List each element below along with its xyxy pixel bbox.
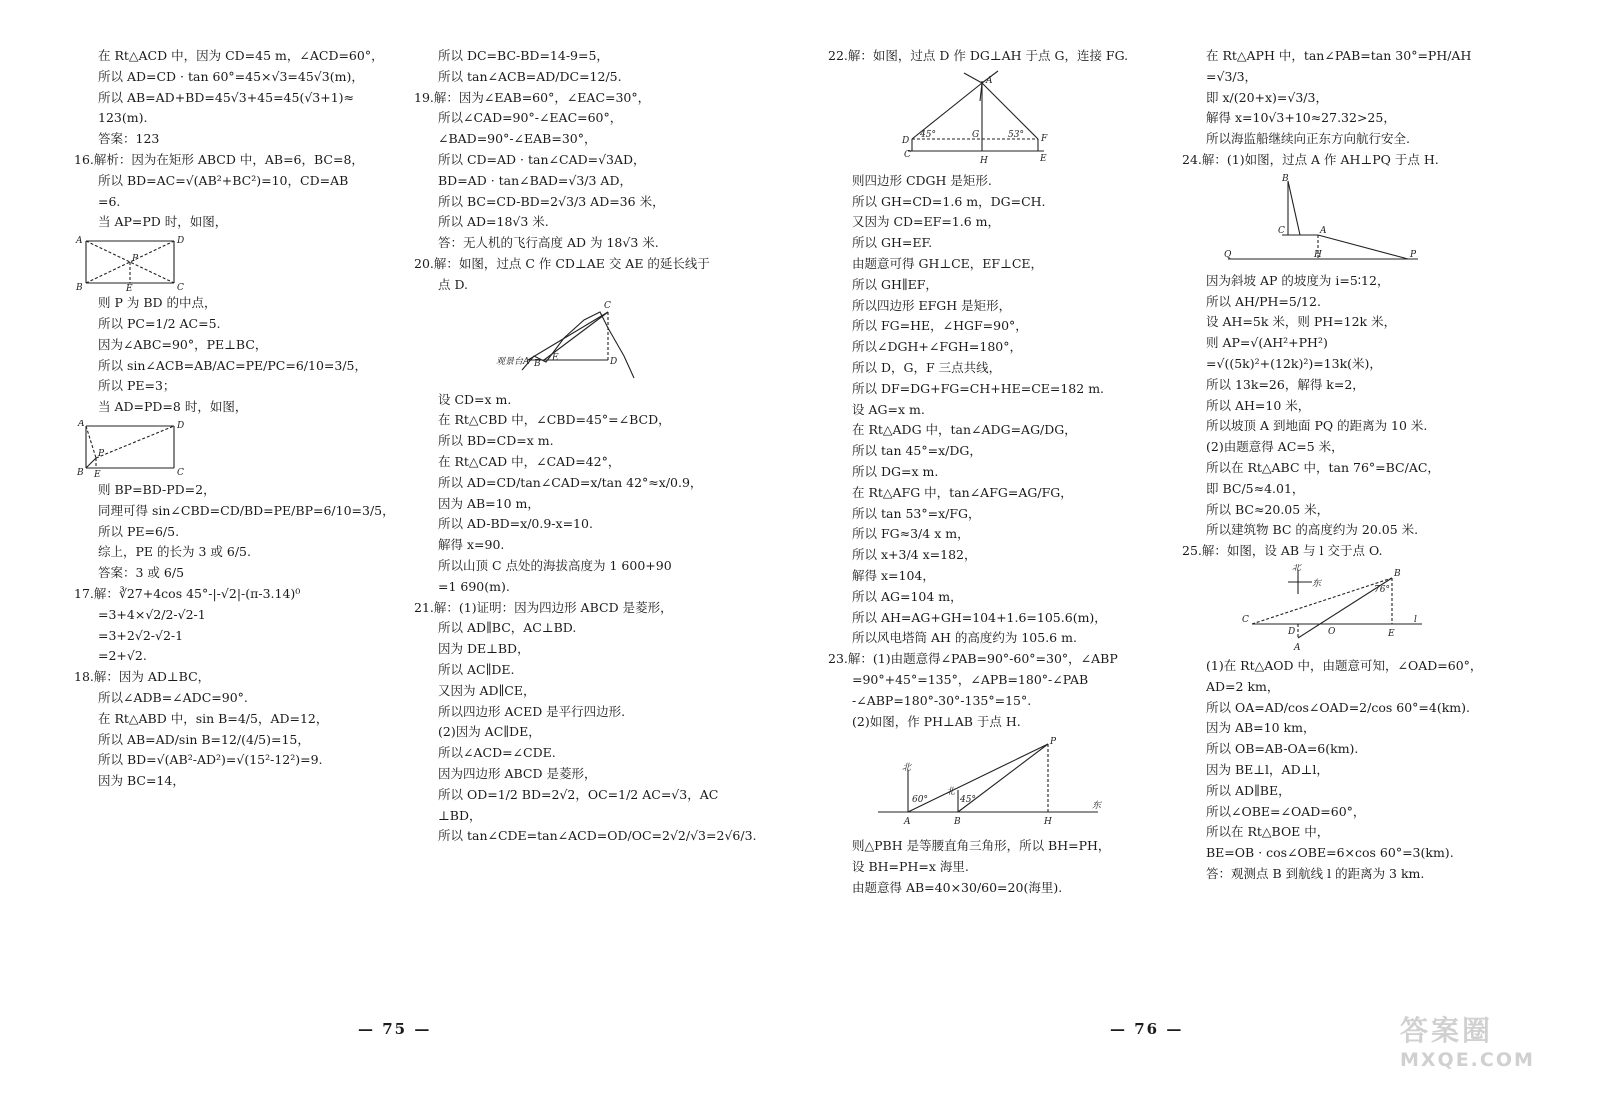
figure-label: P bbox=[1410, 249, 1417, 260]
text-line: 设 AG=x m. bbox=[852, 401, 925, 417]
text-line: 22.解：如图，过点 D 作 DG⊥AH 于点 G，连接 FG. bbox=[828, 48, 1129, 63]
figure-label: B bbox=[77, 467, 84, 478]
figure-label: E bbox=[552, 352, 559, 363]
text-line: 所以 FG=HE，∠HGF=90°， bbox=[852, 318, 1028, 334]
figure-label: A bbox=[78, 419, 85, 429]
text-line: 所以 AD=18√3 米. bbox=[438, 214, 549, 230]
watermark-url: MXQE.COM bbox=[1400, 1049, 1535, 1071]
figure-label: D bbox=[902, 135, 910, 146]
text-line: 由题意可得 GH⊥CE，EF⊥CE， bbox=[852, 255, 1044, 271]
text-line: (1)在 Rt△AOD 中，由题意可知，∠OAD=60°， bbox=[1206, 657, 1483, 673]
text-line: 所以 D，G，F 三点共线， bbox=[852, 359, 1002, 375]
figure-mountain bbox=[484, 298, 654, 388]
text-line: 20.解：如图，过点 C 作 CD⊥AE 交 AE 的延长线于 bbox=[414, 255, 710, 271]
text-line: 答：观测点 B 到航线 l 的距离为 3 km. bbox=[1206, 865, 1425, 881]
text-line: 所以 GH=CD=1.6 m，DG=CH. bbox=[852, 193, 1046, 209]
figure-label: E bbox=[1040, 153, 1047, 164]
text-line: 所以 13k=26，解得 k=2， bbox=[1206, 376, 1365, 392]
route-ap bbox=[908, 744, 1048, 812]
figure-rect2 bbox=[74, 420, 194, 478]
column-3 bbox=[828, 46, 1148, 899]
figure-label: D bbox=[177, 420, 185, 431]
figure-label: C bbox=[604, 300, 611, 311]
text-line: 在 Rt△CAD 中，∠CAD=42°， bbox=[438, 453, 621, 469]
text-line: 因为 BC=14， bbox=[98, 773, 185, 789]
figure-label: 观景台A bbox=[496, 356, 530, 367]
figure-windmill bbox=[898, 69, 1058, 169]
figure-label: F bbox=[1041, 133, 1048, 144]
text-line: =90°+45°=135°，∠APB=180°-∠PAB bbox=[852, 671, 1089, 687]
figure-label: 东 bbox=[1092, 801, 1102, 812]
text-line: 21.解：(1)证明：因为四边形 ABCD 是菱形， bbox=[414, 599, 673, 615]
text-line: 因为∠ABC=90°，PE⊥BC， bbox=[98, 336, 268, 352]
text-line: 所以∠OBE=∠OAD=60°， bbox=[1206, 803, 1366, 819]
text-line: 设 BH=PH=x 海里. bbox=[852, 859, 969, 875]
text-line: 设 CD=x m. bbox=[438, 391, 512, 407]
text-line: 所以 tan∠ACB=AD/DC=12/5. bbox=[438, 68, 622, 84]
blade bbox=[964, 73, 982, 83]
text-line: 所以 OB=AB-OA=6(km). bbox=[1206, 741, 1359, 757]
text-line: 所以 PE=3； bbox=[98, 378, 176, 394]
text-line: 因为四边形 ABCD 是菱形， bbox=[438, 765, 597, 781]
text-line: 因为 BE⊥l，AD⊥l， bbox=[1206, 761, 1329, 777]
figure-label: 北 bbox=[946, 787, 956, 798]
figure-label: C bbox=[904, 149, 911, 160]
text-line: 所以 x+3/4 x=182， bbox=[852, 547, 977, 563]
segment-ap bbox=[86, 426, 96, 458]
figure-label: G bbox=[972, 129, 980, 140]
text-line: 又因为 AD∥CE， bbox=[438, 682, 536, 698]
text-line: 所以 BC=CD-BD=2√3/3 AD=36 米， bbox=[438, 193, 665, 209]
figure-label: A bbox=[1320, 225, 1327, 236]
text-line: 所以海监船继续向正东方向航行安全. bbox=[1206, 131, 1410, 147]
text-line: (2)由题意得 AC=5 米， bbox=[1206, 439, 1344, 455]
text-line: 同理可得 sin∠CBD=CD/BD=PE/BP=6/10=3/5， bbox=[98, 502, 395, 518]
figure-label: C bbox=[1278, 225, 1285, 236]
figure-label: B bbox=[1394, 568, 1401, 579]
text-line: 解得 x=104， bbox=[852, 567, 935, 583]
text-line: 所以 AH=AG+GH=104+1.6=105.6(m)， bbox=[852, 609, 1107, 625]
text-line: 因为 AB=10 km， bbox=[1206, 720, 1316, 736]
text-line: 所以 AB=AD/sin B=12/(4/5)=15， bbox=[98, 731, 310, 747]
text-line: =6. bbox=[98, 193, 121, 209]
figure-ship bbox=[868, 734, 1108, 834]
text-line: 所以四边形 EFGH 是矩形， bbox=[852, 297, 1012, 313]
figure-label: D bbox=[1288, 626, 1296, 637]
figure-navigation bbox=[1182, 564, 1432, 654]
text-line: 24.解：(1)如图，过点 A 作 AH⊥PQ 于点 H. bbox=[1182, 151, 1439, 167]
text-line: 解得 x=10√3+10≈27.32>25， bbox=[1206, 110, 1396, 126]
text-line: 由题意得 AB=40×30/60=20(海里). bbox=[852, 879, 1063, 895]
text-line: (2)因为 AC∥DE， bbox=[438, 724, 541, 740]
text-line: 设 AH=5k 米，则 PH=12k 米， bbox=[1206, 314, 1397, 330]
text-line: 则四边形 CDGH 是矩形. bbox=[852, 172, 992, 188]
figure-label: 53° bbox=[1008, 129, 1024, 140]
column-2 bbox=[414, 46, 757, 847]
text-line: 则 P 为 BD 的中点， bbox=[98, 295, 217, 311]
figure-label: D bbox=[177, 236, 185, 247]
figure-label: H bbox=[980, 155, 988, 166]
text-line: =3+2√2-√2-1 bbox=[98, 627, 184, 643]
text-line: 在 Rt△AFG 中，tan∠AFG=AG/FG， bbox=[852, 484, 1073, 500]
text-line: 当 AP=PD 时，如图， bbox=[98, 214, 228, 230]
figure-label: D bbox=[610, 356, 618, 367]
text-line: 所以 PE=6/5. bbox=[98, 523, 180, 539]
text-line: 则 AP=√(AH²+PH²) bbox=[1206, 335, 1328, 351]
figure-label: 45° bbox=[920, 129, 936, 140]
text-line: ∠BAD=90°-∠EAB=30°， bbox=[438, 131, 597, 147]
figure-label: 60° bbox=[912, 795, 928, 806]
column-4 bbox=[1182, 46, 1504, 885]
column-1 bbox=[74, 46, 395, 792]
segment-pd bbox=[96, 426, 174, 458]
page-number-76: — 76 — bbox=[1110, 1020, 1184, 1038]
figure-label: A bbox=[986, 75, 993, 86]
figure-label: 76° bbox=[1374, 584, 1390, 595]
figure-label: E bbox=[1388, 628, 1395, 639]
figure-label: P bbox=[1050, 737, 1057, 748]
sight-cb bbox=[1252, 578, 1392, 624]
figure-label: 北 bbox=[1292, 563, 1302, 573]
text-line: 所以 GH∥EF， bbox=[852, 276, 938, 292]
text-line: ⊥BD， bbox=[438, 807, 482, 823]
text-line: 因为斜坡 AP 的坡度为 i=5∶12， bbox=[1206, 272, 1390, 288]
text-line: 综上，PE 的长为 3 或 6/5. bbox=[98, 544, 251, 560]
figure-label: l bbox=[1414, 614, 1417, 625]
figure-label: E bbox=[126, 284, 133, 292]
watermark-logo bbox=[1400, 1009, 1570, 1071]
slope-ap bbox=[1318, 235, 1408, 259]
figure-label: E bbox=[94, 469, 101, 478]
text-line: 因为 AB=10 m， bbox=[438, 495, 540, 511]
figure-slope bbox=[1208, 173, 1428, 269]
figure-rect1 bbox=[74, 235, 194, 291]
text-line: 因为 DE⊥BD， bbox=[438, 641, 530, 657]
figure-label: Q bbox=[1224, 249, 1232, 260]
figure-label: A bbox=[1294, 642, 1301, 653]
figure-label: C bbox=[1242, 614, 1249, 625]
figure-label: 东 bbox=[1312, 578, 1322, 589]
text-line: 所以 AG=104 m， bbox=[852, 588, 963, 604]
text-line: 所以 AD∥BC，AC⊥BD. bbox=[438, 620, 577, 636]
text-line: 所以 AH/PH=5/12. bbox=[1206, 293, 1321, 309]
text-line: 所以 AH=10 米， bbox=[1206, 397, 1311, 413]
figure-label: B bbox=[534, 358, 541, 369]
page-number-75: — 75 — bbox=[358, 1020, 432, 1038]
figure-label: 北 bbox=[902, 763, 912, 774]
text-line: 所以 PC=1/2 AC=5. bbox=[98, 315, 221, 331]
text-line: 所以 BD=√(AB²-AD²)=√(15²-12²)=9. bbox=[98, 752, 323, 768]
text-line: 即 x/(20+x)=√3/3， bbox=[1206, 89, 1328, 105]
text-line: 所以∠DGH+∠FGH=180°， bbox=[852, 339, 1022, 355]
figure-label: H bbox=[1314, 249, 1322, 260]
text-line: 解得 x=90. bbox=[438, 537, 505, 553]
text-line: 所以∠ADB=∠ADC=90°. bbox=[98, 689, 248, 705]
figure-label: B bbox=[1282, 173, 1289, 184]
text-line: 在 Rt△CBD 中，∠CBD=45°=∠BCD， bbox=[438, 412, 671, 428]
text-line: 在 Rt△APH 中，tan∠PAB=tan 30°=PH/AH bbox=[1206, 48, 1472, 63]
text-line: 所以 DC=BC-BD=14-9=5， bbox=[438, 48, 609, 63]
text-line: =√3/3， bbox=[1206, 68, 1258, 84]
text-line: 所以 FG≈3/4 x m， bbox=[852, 526, 970, 542]
text-line: 所以 OD=1/2 BD=2√2，OC=1/2 AC=√3，AC bbox=[438, 786, 719, 802]
text-line: 所以 GH=EF. bbox=[852, 235, 933, 251]
text-line: 所以∠CAD=90°-∠EAC=60°， bbox=[438, 110, 623, 126]
text-line: 所以 tan 53°=x/FG， bbox=[852, 505, 981, 521]
text-line: 19.解：因为∠EAB=60°，∠EAC=30°， bbox=[414, 89, 651, 105]
text-line: 所以 tan∠CDE=tan∠ACD=OD/OC=2√2/√3=2√6/3. bbox=[438, 828, 757, 844]
text-line: 所以 AB=AD+BD=45√3+45=45(√3+1)≈ bbox=[98, 89, 355, 105]
text-line: 所以 AD∥BE， bbox=[1206, 782, 1291, 798]
text-line: =3+4×√2/2-√2-1 bbox=[98, 606, 206, 622]
text-line: 则 BP=BD-PD=2， bbox=[98, 481, 216, 497]
text-line: 点 D. bbox=[438, 276, 469, 292]
text-line: 所以建筑物 BC 的高度约为 20.05 米. bbox=[1206, 522, 1419, 538]
text-line: AD=2 km， bbox=[1206, 678, 1280, 694]
text-line: 所以 sin∠ACB=AB/AC=PE/PC=6/10=3/5， bbox=[98, 357, 368, 373]
text-line: 所以∠ACD=∠CDE. bbox=[438, 745, 556, 761]
text-line: 123(m). bbox=[98, 110, 148, 126]
text-line: 25.解：如图，设 AB 与 l 交于点 O. bbox=[1182, 543, 1383, 559]
text-line: 所以 AD=CD · tan 60°=45×√3=45√3(m)， bbox=[98, 68, 364, 84]
building-side bbox=[1288, 181, 1300, 235]
text-line: =2+√2. bbox=[98, 648, 147, 664]
text-line: 答案：3 或 6/5 bbox=[98, 565, 185, 581]
text-line: 在 Rt△ABD 中，sin B=4/5，AD=12， bbox=[98, 710, 329, 726]
figure-label: H bbox=[1044, 817, 1052, 828]
text-line: 所以 BC≈20.05 米， bbox=[1206, 501, 1330, 517]
text-line: 所以 CD=AD · tan∠CAD=√3AD， bbox=[438, 151, 646, 167]
text-line: 则△PBH 是等腰直角三角形，所以 BH=PH， bbox=[852, 838, 1111, 854]
figure-label: O bbox=[1328, 626, 1336, 637]
text-line: 所以 OA=AD/cos∠OAD=2/cos 60°=4(km). bbox=[1206, 699, 1470, 715]
text-line: 所以 AD=CD/tan∠CAD=x/tan 42°≈x/0.9， bbox=[438, 474, 703, 490]
figure-label: 45° bbox=[960, 795, 976, 806]
text-line: BE=OB · cos∠OBE=6×cos 60°=3(km). bbox=[1206, 845, 1454, 861]
text-line: 23.解：(1)由题意得∠PAB=90°-60°=30°，∠ABP bbox=[828, 651, 1118, 667]
text-line: (2)如图，作 PH⊥AB 于点 H. bbox=[852, 713, 1021, 729]
text-line: 所以 DG=x m. bbox=[852, 463, 939, 479]
text-line: 所以在 Rt△BOE 中， bbox=[1206, 824, 1330, 840]
text-line: 17.解：∛27+4cos 45°-|-√2|-(π-3.14)⁰ bbox=[74, 585, 301, 601]
sight-line-a bbox=[528, 312, 608, 360]
text-line: =1 690(m). bbox=[438, 578, 510, 594]
text-line: 又因为 CD=EF=1.6 m， bbox=[852, 214, 1001, 230]
text-line: -∠ABP=180°-30°-135°=15°. bbox=[852, 692, 1032, 708]
figure-label: B bbox=[76, 283, 83, 292]
text-line: 所以山顶 C 点处的海拔高度为 1 600+90 bbox=[438, 557, 672, 573]
figure-label: C bbox=[177, 467, 184, 478]
text-line: =√((5k)²+(12k)²)=13k(米)， bbox=[1206, 355, 1382, 371]
figure-label: A bbox=[76, 236, 83, 247]
text-line: 18.解：因为 AD⊥BC， bbox=[74, 669, 211, 685]
text-line: 所以 DF=DG+FG=CH+HE=CE=182 m. bbox=[852, 380, 1105, 396]
segment-bp bbox=[86, 458, 96, 468]
text-line: 16.解析：因为在矩形 ABCD 中，AB=6，BC=8， bbox=[74, 151, 364, 167]
figure-label: P bbox=[132, 254, 139, 265]
figure-label: A bbox=[904, 817, 911, 828]
text-line: 所以风电塔筒 AH 的高度约为 105.6 m. bbox=[852, 630, 1077, 646]
text-line: 在 Rt△ADG 中，tan∠ADG=AG/DG， bbox=[852, 422, 1077, 438]
text-line: 在 Rt△ACD 中，因为 CD=45 m，∠ACD=60°， bbox=[98, 48, 384, 63]
text-line: 所以 AC∥DE. bbox=[438, 661, 515, 677]
text-line: 即 BC/5≈4.01， bbox=[1206, 480, 1305, 496]
text-line: 所以在 Rt△ABC 中，tan 76°=BC/AC， bbox=[1206, 459, 1440, 475]
watermark-text: 答案圈 bbox=[1400, 1014, 1494, 1047]
text-line: 答：无人机的飞行高度 AD 为 18√3 米. bbox=[438, 235, 659, 251]
text-line: BD=AD · tan∠BAD=√3/3 AD， bbox=[438, 172, 632, 188]
figure-label: B bbox=[954, 817, 961, 828]
figure-label: C bbox=[177, 283, 184, 292]
figure-label: P bbox=[98, 448, 105, 459]
text-line: 当 AD=PD=8 时，如图， bbox=[98, 399, 248, 415]
text-line: 所以坡顶 A 到地面 PQ 的距离为 10 米. bbox=[1206, 418, 1428, 434]
text-line: 所以 tan 45°=x/DG， bbox=[852, 443, 982, 459]
text-line: 所以 AD-BD=x/0.9-x=10. bbox=[438, 516, 593, 532]
text-line: 答案：123 bbox=[98, 131, 160, 147]
text-line: 所以 BD=AC=√(AB²+BC²)=10，CD=AB bbox=[98, 172, 349, 188]
text-line: 所以 BD=CD=x m. bbox=[438, 433, 554, 449]
text-line: 所以四边形 ACED 是平行四边形. bbox=[438, 703, 626, 719]
